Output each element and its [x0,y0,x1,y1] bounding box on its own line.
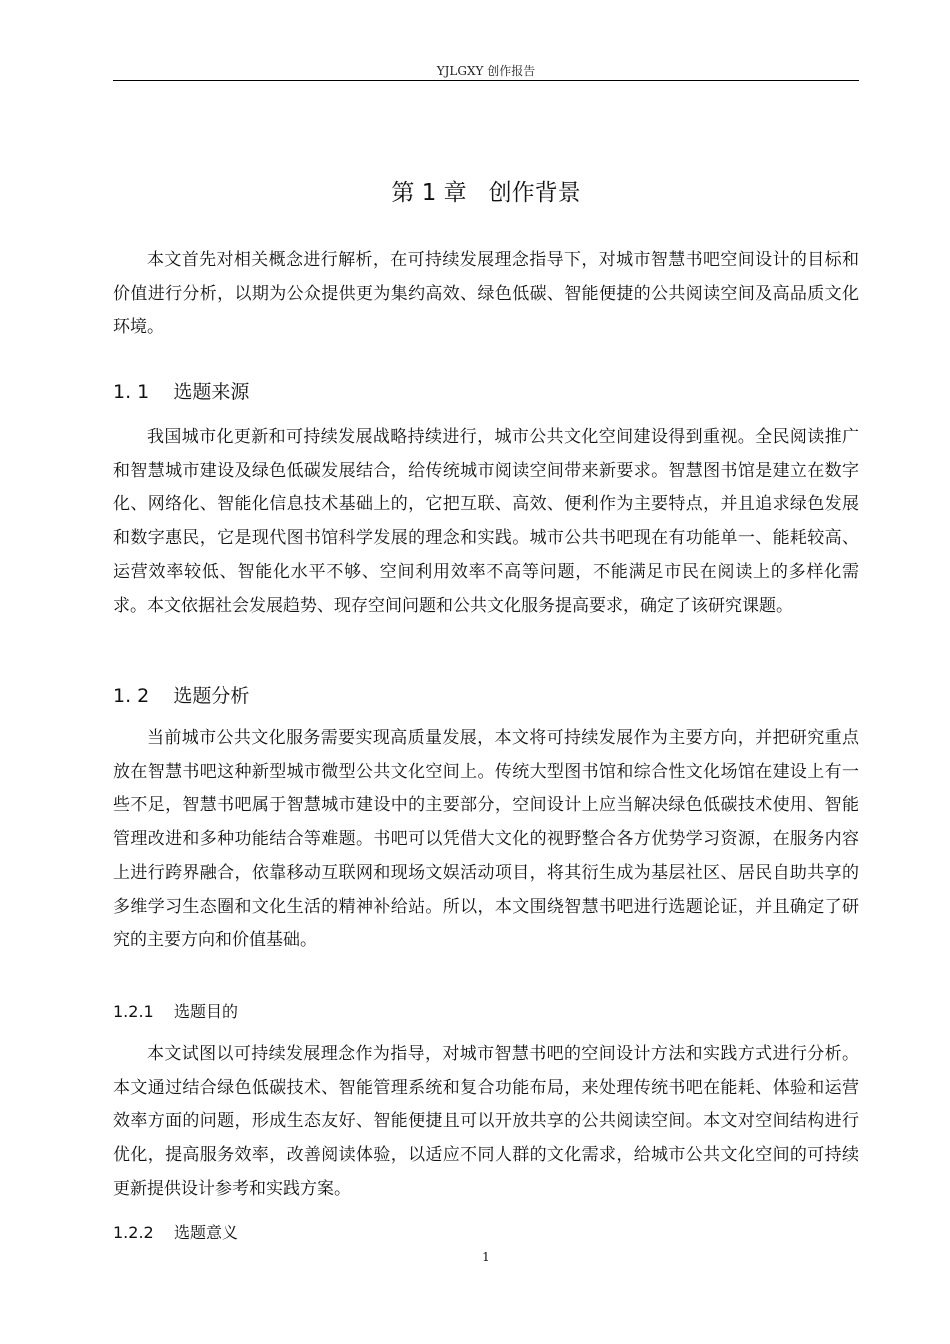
section-1-2-paragraph: 当前城市公共文化服务需要实现高质量发展，本文将可持续发展作为主要方向，并把研究重点放在智慧书吧这种新型城市微型公共文化空间上。传统大型图书馆和综合性文化场馆在建设上有一些不足，智慧书吧属于智慧城市建设中的主要部分，空间设计上应当解决绿色低碳技术使用、智能管理改进和多种功能结合等难题。书吧可以凭借大文化的视野整合各方优势学习资源，在服务内容上进行跨界融合，依靠移动互联网和现场文娱活动项目，将其衍生成为基层社区、居民自助共享的多维学习生态圈和文化生活的精神补给站。所以，本文围绕智慧书吧进行选题论证，并且确定了研究的主要方向和价值基础。 [113,728,859,951]
subsection-heading-1-2-1: 1.2.1 选题目的 [113,1002,239,1021]
section-1-1-paragraph: 我国城市化更新和可持续发展战略持续进行，城市公共文化空间建设得到重视。全民阅读推广和智慧城市建设及绿色低碳发展结合，给传统城市阅读空间带来新要求。智慧图书馆是建立在数字化、网络化、智能化信息技术基础上的，它把互联、高效、便利作为主要特点，并且追求绿色发展和数字惠民，它是现代图书馆科学发展的理念和实践。城市公共书吧现在有功能单一、能耗较高、运营效率较低、智能化水平不够、空间利用效率不高等问题，不能满足市民在阅读上的多样化需求。本文依据社会发展趋势、现存空间问题和公共文化服务提高要求，确定了该研究课题。 [113,427,859,616]
subsection-1-2-1-paragraph: 本文试图以可持续发展理念作为指导，对城市智慧书吧的空间设计方法和实践方式进行分析。本文通过结合绿色低碳技术、智能管理系统和复合功能布局，来处理传统书吧在能耗、体验和运营效率方面的问题，形成生态友好、智能便捷且可以开放共享的公共阅读空间。本文对空间结构进行优化，提高服务效率，改善阅读体验，以适应不同人群的文化需求，给城市公共文化空间的可持续更新提供设计参考和实践方案。 [113,1044,859,1199]
section-heading-1-1: 1. 1 选题来源 [113,381,250,403]
section-heading-1-2: 1. 2 选题分析 [113,685,250,707]
page-number: 1 [482,1250,490,1264]
running-header: YJLGXY 创作报告 [436,64,536,78]
header-divider [113,80,859,81]
subsection-heading-1-2-2: 1.2.2 选题意义 [113,1223,239,1242]
chapter-title: 第 1 章 创作背景 [391,180,581,206]
intro-paragraph: 本文首先对相关概念进行解析，在可持续发展理念指导下，对城市智慧书吧空间设计的目标和价值进行分析，以期为公众提供更为集约高效、绿色低碳、智能便捷的公共阅读空间及高品质文化环境。 [113,250,859,338]
